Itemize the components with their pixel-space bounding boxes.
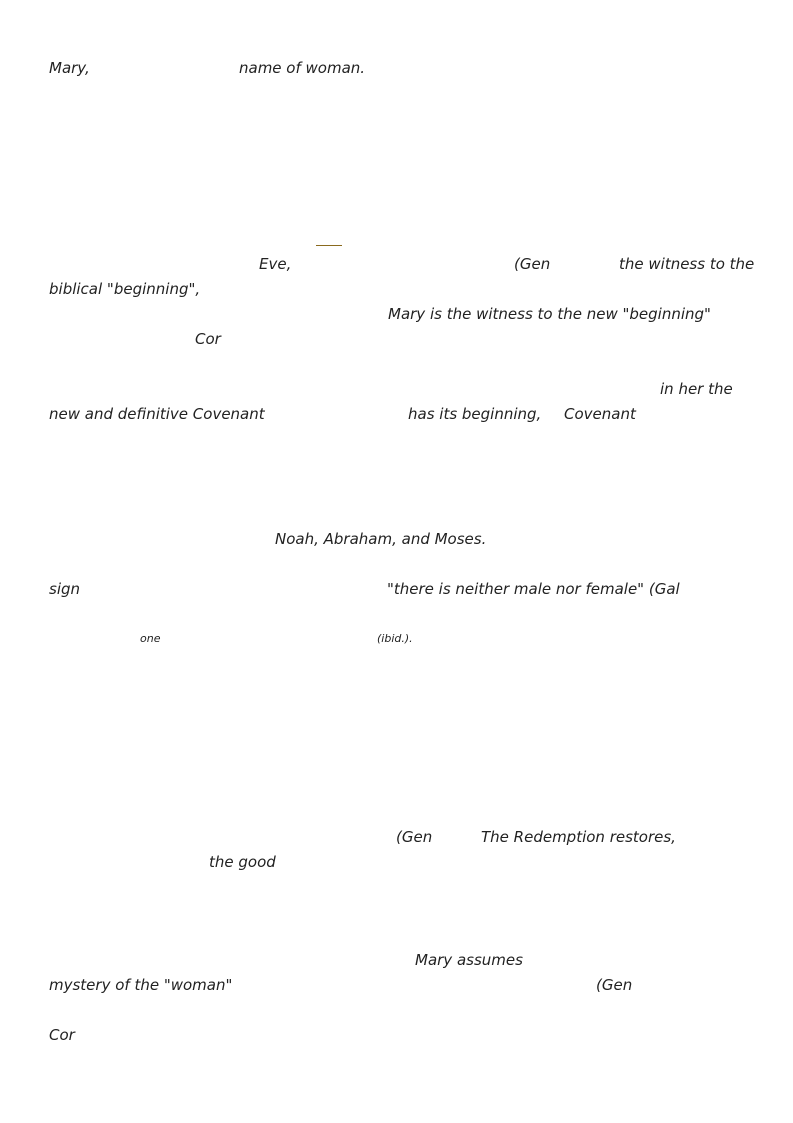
text-fragment: (Gen bbox=[396, 828, 433, 846]
text-fragment: Eve, bbox=[259, 255, 292, 273]
text-fragment: "there is neither male nor female" (Gal bbox=[387, 580, 680, 598]
text-fragment: (Gen bbox=[596, 976, 633, 994]
text-fragment: in her the bbox=[660, 380, 733, 398]
text-fragment: Covenant bbox=[564, 405, 636, 423]
text-fragment: Cor bbox=[195, 330, 221, 348]
text-fragment: The Redemption restores, bbox=[481, 828, 676, 846]
text-fragment: sign bbox=[49, 580, 81, 598]
text-fragment: one bbox=[140, 632, 161, 645]
text-fragment: the good bbox=[209, 853, 276, 871]
text-fragment: Mary, bbox=[49, 59, 90, 77]
footnote-link-mark[interactable] bbox=[316, 245, 342, 246]
text-fragment: mystery of the "woman" bbox=[49, 976, 233, 994]
text-fragment: Mary assumes bbox=[415, 951, 523, 969]
text-fragment: biblical "beginning", bbox=[49, 280, 201, 298]
text-fragment: Cor bbox=[49, 1026, 75, 1044]
text-fragment: (Gen bbox=[514, 255, 551, 273]
text-fragment: has its beginning, bbox=[408, 405, 542, 423]
text-fragment: name of woman. bbox=[239, 59, 366, 77]
text-fragment: new and definitive Covenant bbox=[49, 405, 265, 423]
text-fragment: Mary is the witness to the new "beginning" bbox=[388, 305, 711, 323]
text-fragment: the witness to the bbox=[619, 255, 755, 273]
text-fragment: (ibid.). bbox=[377, 632, 413, 645]
text-fragment: Noah, Abraham, and Moses. bbox=[275, 530, 487, 548]
